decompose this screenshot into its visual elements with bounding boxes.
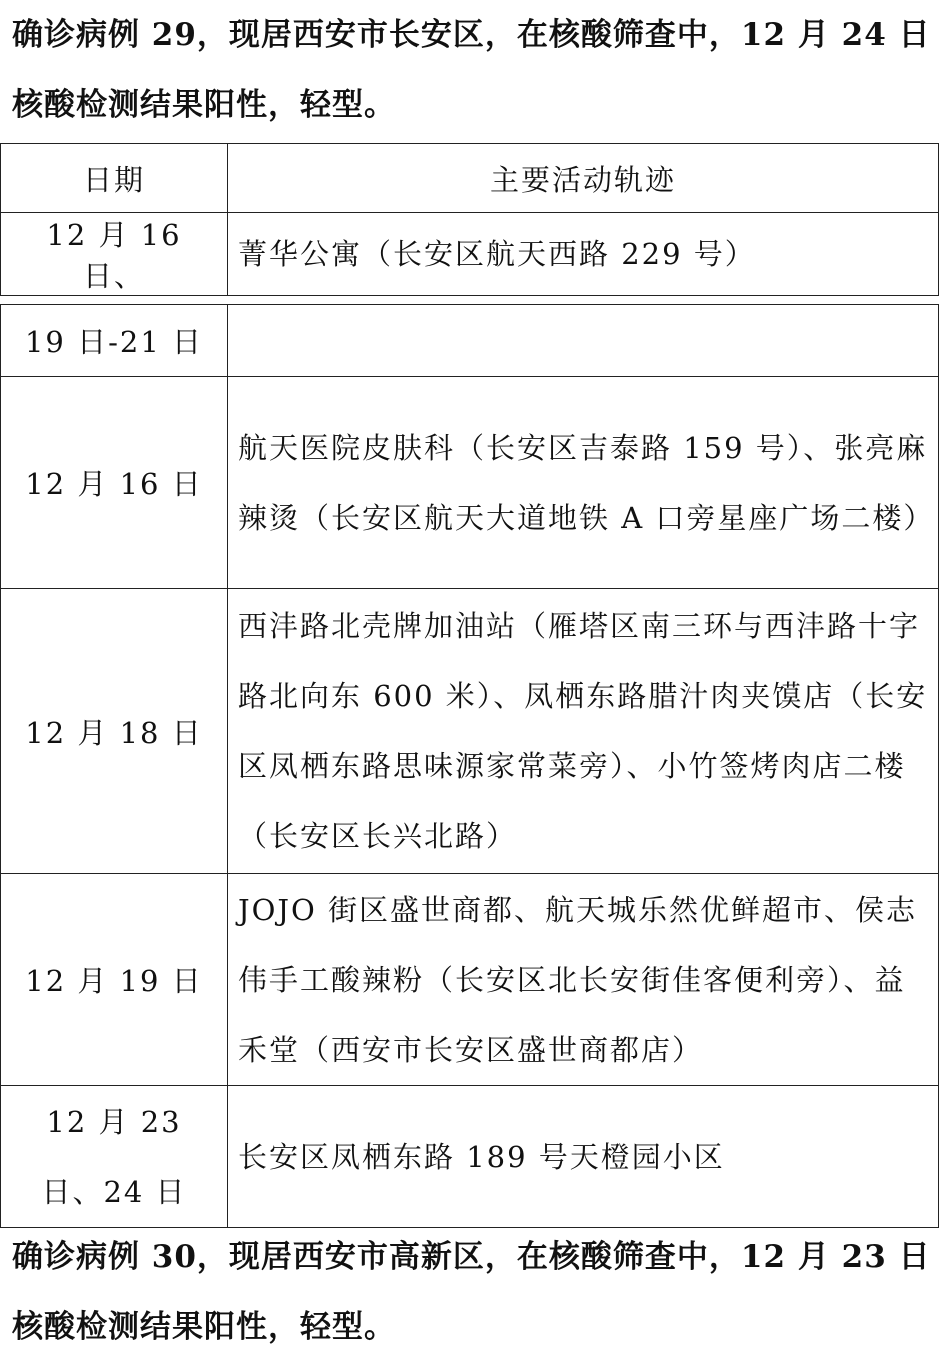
row-activity: 菁华公寓（长安区航天西路 229 号） — [228, 213, 939, 296]
row-activity: JOJO 街区盛世商都、航天城乐然优鲜超市、侯志伟手工酸辣粉（长安区北长安街佳客便利旁）、益禾堂（西安市长安区盛世商都店） — [228, 874, 939, 1086]
row-date: 12 月 16 日、 — [1, 213, 228, 296]
table-header-row — [1, 144, 939, 213]
header-date: 日期 — [1, 144, 228, 213]
table-gap — [1, 296, 939, 305]
table-row — [1, 874, 939, 1086]
row-activity: 航天医院皮肤科（长安区吉泰路 159 号）、张亮麻辣烫（长安区航天大道地铁 A 口旁星座广场二楼） — [228, 377, 939, 589]
case-30-description: 确诊病例 30，现居西安市高新区，在核酸筛查中，12 月 23 日核酸检测结果阳性，轻型。 — [12, 1239, 931, 1345]
activity-trail-table — [0, 143, 939, 1228]
row-date: 12 月 18 日 — [1, 589, 228, 874]
table-row — [1, 213, 939, 296]
row-date: 12 月 23 日、24 日 — [1, 1086, 228, 1228]
case-29-description: 确诊病例 29，现居西安市长安区，在核酸筛查中，12 月 24 日核酸检测结果阳性，轻型。 — [12, 17, 931, 123]
row-activity: 西沣路北壳牌加油站（雁塔区南三环与西沣路十字路北向东 600 米）、凤栖东路腊汁肉夹馍店（长安区凤栖东路思味源家常菜旁）、小竹签烤肉店二楼（长安区长兴北路） — [228, 589, 939, 874]
header-activity: 主要活动轨迹 — [228, 144, 939, 213]
table-row — [1, 305, 939, 377]
table-row — [1, 377, 939, 589]
row-date: 19 日-21 日 — [1, 305, 228, 377]
row-activity — [228, 305, 939, 377]
row-date: 12 月 16 日 — [1, 377, 228, 589]
row-activity: 长安区凤栖东路 189 号天橙园小区 — [228, 1086, 939, 1228]
row-date: 12 月 19 日 — [1, 874, 228, 1086]
table-row — [1, 1086, 939, 1228]
table-row — [1, 589, 939, 874]
